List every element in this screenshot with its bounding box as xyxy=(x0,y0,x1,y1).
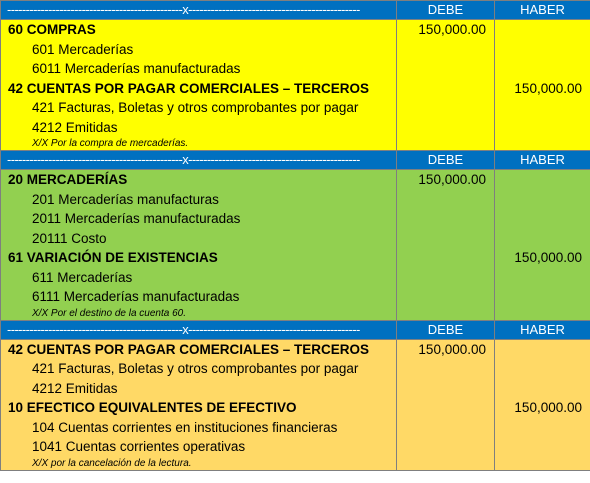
entry-1-haber-cell xyxy=(495,20,590,151)
account-line: 60 COMPRAS xyxy=(8,22,96,37)
entry-1-accounts xyxy=(1,20,397,151)
haber-column-header: HABER xyxy=(495,320,590,339)
debe-amount: 150,000.00 xyxy=(418,172,486,187)
haber-column-header: HABER xyxy=(495,1,590,20)
account-line: 20111 Costo xyxy=(32,230,107,246)
account-line: 42 CUENTAS POR PAGAR COMERCIALES – TERCEROS xyxy=(8,341,370,357)
account-line: 1041 Cuentas corrientes operativas xyxy=(32,439,246,454)
account-line: 4212 Emitidas xyxy=(32,119,118,135)
entry-3-header-row xyxy=(1,320,590,339)
entry-2-accounts xyxy=(1,170,397,321)
entry-note: X/X por la cancelación de la lectura. xyxy=(32,457,192,469)
account-line: 10 EFECTICO EQUIVALENTES DE EFECTIVO xyxy=(8,400,297,415)
haber-amount: 150,000.00 xyxy=(514,400,582,415)
entry-3-accounts xyxy=(1,339,397,470)
entry-2-debe-cell xyxy=(397,170,495,321)
entry-2-row xyxy=(1,170,590,321)
debe-amount: 150,000.00 xyxy=(418,22,486,37)
entry-note: X/X Por la compra de mercaderías. xyxy=(32,138,189,149)
debe-column-header: DEBE xyxy=(397,151,495,170)
entry-1-row xyxy=(1,20,590,151)
entry-3-row xyxy=(1,339,590,470)
entry-3-debe-cell xyxy=(397,339,495,470)
debe-amount: 150,000.00 xyxy=(418,341,486,357)
account-line: 2011 Mercaderías manufacturadas xyxy=(32,211,241,226)
debe-column-header: DEBE xyxy=(397,1,495,20)
separator-line: -----------------------------------------------x---------------------------------------------- xyxy=(1,151,397,170)
separator-line: -----------------------------------------------x---------------------------------------------- xyxy=(1,1,397,20)
account-line: 104 Cuentas corrientes en instituciones financieras xyxy=(32,419,338,435)
entry-1-header-row xyxy=(1,1,590,20)
account-line: 421 Facturas, Boletas y otros comprobantes por pagar xyxy=(32,100,359,115)
account-line: 421 Facturas, Boletas y otros comprobantes por pagar xyxy=(32,361,359,376)
entry-1-debe-cell xyxy=(397,20,495,151)
entry-2-header-row xyxy=(1,151,590,170)
haber-amount: 150,000.00 xyxy=(514,250,582,265)
account-line: 42 CUENTAS POR PAGAR COMERCIALES – TERCEROS xyxy=(8,80,370,96)
account-line: 4212 Emitidas xyxy=(32,380,118,396)
debe-column-header: DEBE xyxy=(397,320,495,339)
account-line: 201 Mercaderías manufacturas xyxy=(32,191,219,207)
separator-line: -----------------------------------------------x---------------------------------------------- xyxy=(1,320,397,339)
account-line: 6111 Mercaderías manufacturadas xyxy=(32,289,240,304)
account-line: 601 Mercaderías xyxy=(32,41,134,57)
account-line: 61 VARIACIÓN DE EXISTENCIAS xyxy=(8,250,218,265)
haber-amount: 150,000.00 xyxy=(514,80,582,96)
account-line: 20 MERCADERÍAS xyxy=(8,172,128,187)
entry-3-haber-cell xyxy=(495,339,590,470)
entry-2-haber-cell xyxy=(495,170,590,321)
haber-column-header: HABER xyxy=(495,151,590,170)
entry-note: X/X Por el destino de la cuenta 60. xyxy=(32,307,186,319)
account-line: 611 Mercaderías xyxy=(32,269,133,285)
account-line: 6011 Mercaderías manufacturadas xyxy=(32,61,241,76)
